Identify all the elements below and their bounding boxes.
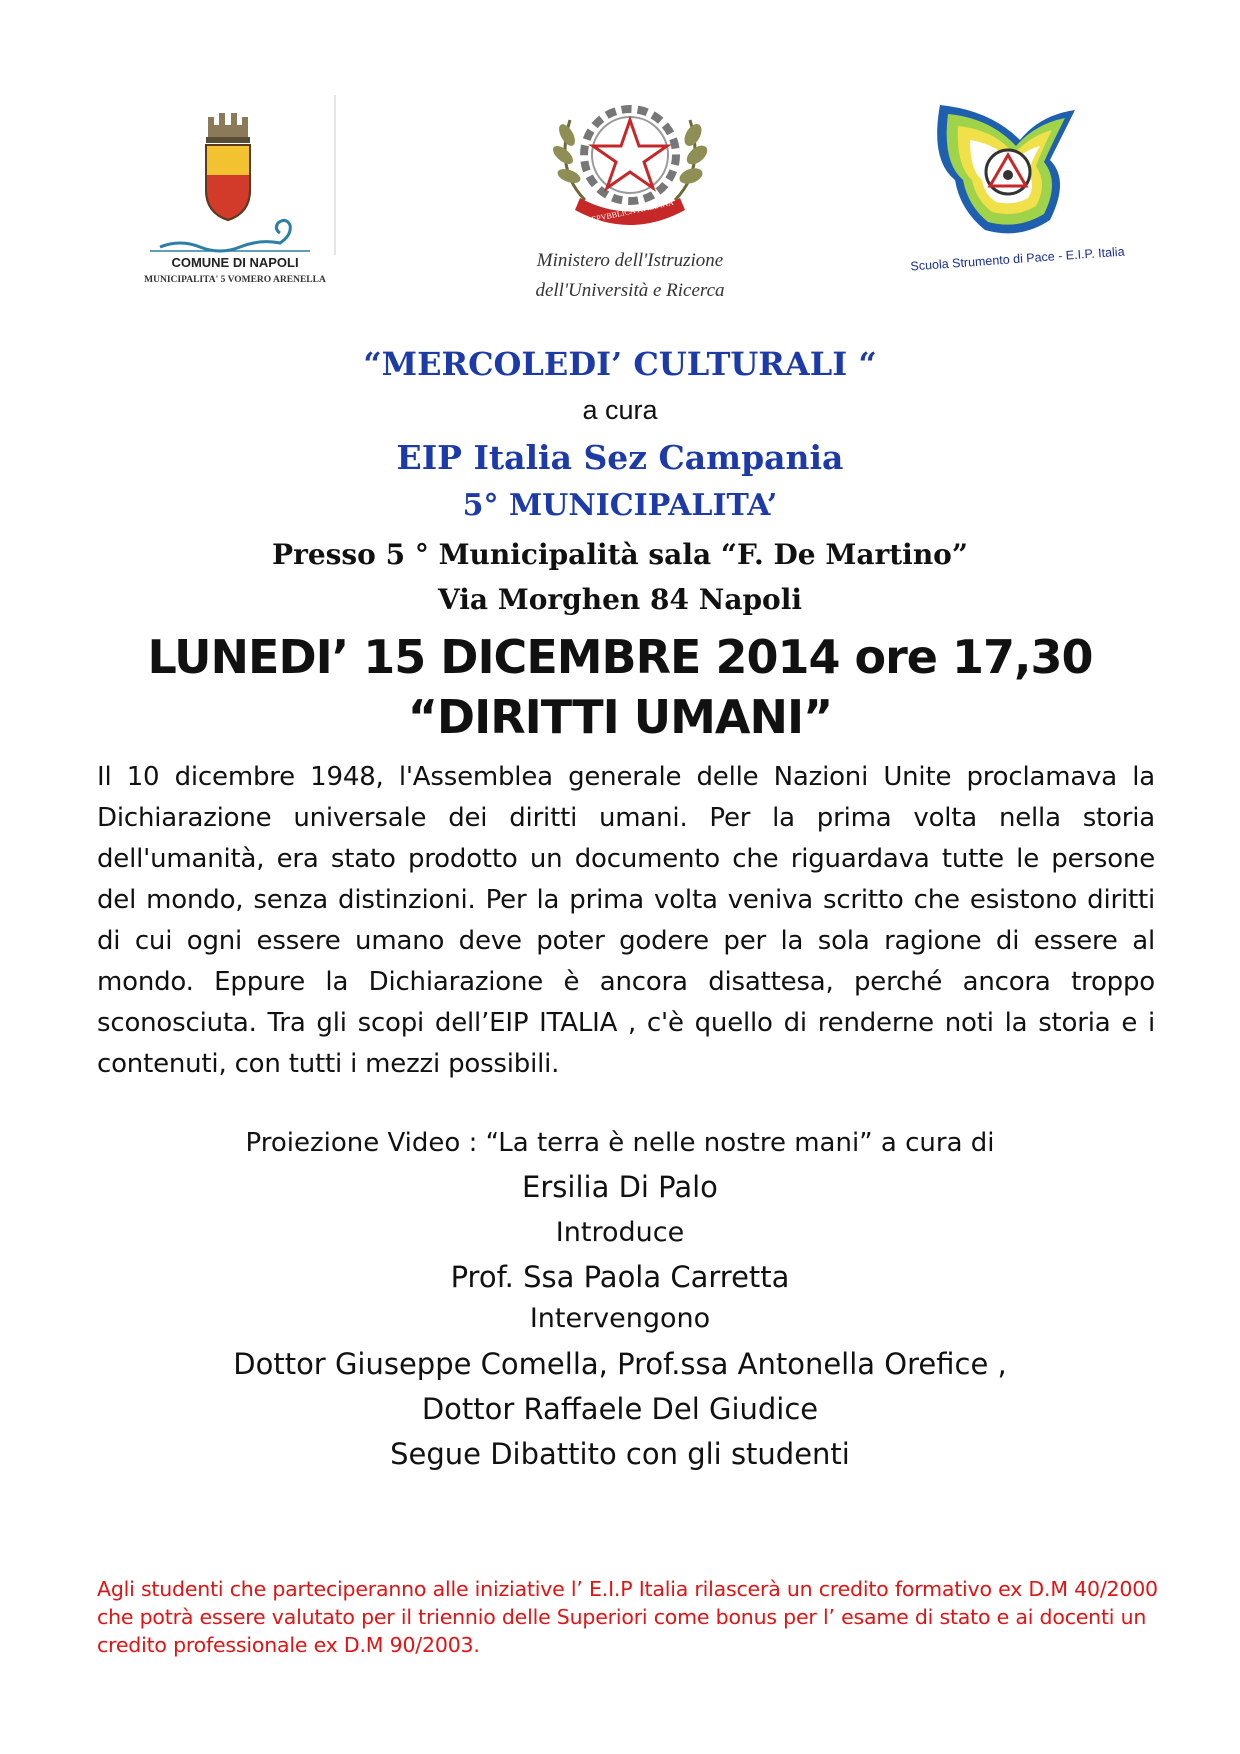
series-title: “MERCOLEDI’ CULTURALI “ — [363, 345, 877, 383]
video-projection-line: Proiezione Video : “La terra è nelle nostre mani” a cura di — [245, 1128, 995, 1158]
speakers-line-1: Dottor Giuseppe Comella, Prof.ssa Antonella Orefice , — [233, 1347, 1007, 1381]
napoli-coat-of-arms-icon — [120, 95, 350, 255]
event-title: “DIRITTI UMANI” — [407, 690, 833, 744]
peace-dove-icon — [900, 100, 1135, 250]
miur-line-2: dell'Università e Ricerca — [535, 280, 725, 301]
event-date-time: LUNEDI’ 15 DICEMBRE 2014 ore 17,30 — [147, 630, 1093, 684]
introduce-label: Introduce — [555, 1217, 685, 1248]
speakers-line-2: Dottor Raffaele Del Giudice — [421, 1392, 819, 1426]
eip-italia-logo — [900, 100, 1135, 295]
comune-di-napoli-logo — [120, 95, 350, 305]
curated-by-label: a cura — [582, 395, 658, 425]
municipality-name: 5° MUNICIPALITA’ — [462, 488, 778, 523]
speakers-label: Intervengono — [529, 1303, 711, 1334]
event-description: Il 10 dicembre 1948, l'Assemblea generale delle Nazioni Unite proclamava la Dichiarazione universale dei diritti umani. Per la prima volta nella storia dell'umanità, era stato prodotto un documento che riguardava tutte le persone del mondo, senza distinzioni. Per la prima volta veniva scritto che esistono diritti di cui ogni essere umano deve poter godere per la sola ragione di essere al mondo. Eppure la Dichiarazione è ancora disattesa, perché ancora troppo sconosciuta. Tra gli scopi dell’EIP ITALIA , c'è quello di renderne noti la storia e i contenuti, con tutti i mezzi possibili. — [97, 762, 1155, 1079]
comune-subtitle: MUNICIPALITA' 5 VOMERO ARENELLA — [144, 275, 326, 285]
address-line: Via Morghen 84 Napoli — [437, 583, 802, 616]
organizer-name: EIP Italia Sez Campania — [396, 438, 844, 477]
video-author: Ersilia Di Palo — [522, 1170, 718, 1204]
miur-line-1: Ministero dell'Istruzione — [536, 250, 724, 271]
credit-note: Agli studenti che parteciperanno alle iniziative l’ E.I.P Italia rilascerà un credito formativo ex D.M 40/2000 che potrà essere valutato per il triennio delle Superiori come bonus per l’ esame di stato e ai docenti un credito professionale ex D.M 90/2003. — [97, 1577, 1158, 1657]
miur-seal-text: REPVBBLICA ITALIANA — [585, 197, 675, 226]
introducer-name: Prof. Ssa Paola Carretta — [450, 1260, 790, 1294]
italian-republic-emblem-icon — [485, 90, 775, 250]
comune-name: COMUNE DI NAPOLI — [171, 255, 299, 270]
miur-logo — [485, 90, 775, 315]
closing-debate-line: Segue Dibattito con gli studenti — [390, 1437, 850, 1471]
venue-line: Presso 5 ° Municipalità sala “F. De Martino” — [272, 538, 968, 571]
eip-caption: Scuola Strumento di Pace - E.I.P. Italia — [910, 244, 1125, 274]
